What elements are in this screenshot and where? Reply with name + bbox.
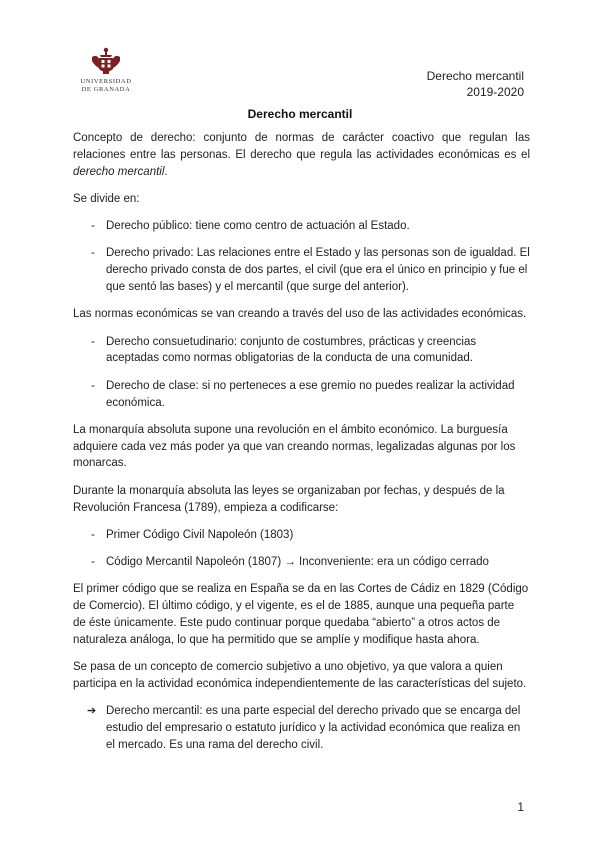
document-header	[427, 68, 524, 100]
list-item-text: Derecho mercantil: es una parte especial del derecho privado que se encarga del estudio del empresario o estatuto jurídico y la actividad económica que realiza en el mercado. Es una rama del derecho civil.	[106, 705, 521, 751]
page-number: 1	[517, 800, 524, 814]
list-item-text: Primer Código Civil Napoleón (1803)	[106, 528, 294, 541]
paragraph-normas: Las normas económicas se van creando a través del uso de las actividades económicas.	[73, 308, 527, 321]
dash-bullet: -	[91, 528, 95, 541]
paragraph-codificacion: Durante la monarquía absoluta las leyes se organizaban por fechas, y después de la Revolución Francesa (1789), empieza a codificarse:	[73, 484, 505, 514]
list-item	[73, 218, 530, 235]
university-logo	[76, 44, 136, 96]
logo-text-line-2: DE GRANADA	[81, 85, 131, 93]
page-title: Derecho mercantil	[247, 107, 353, 121]
list-item-text: Código Mercantil Napoleón (1807) → Inconveniente: era un código cerrado	[106, 556, 489, 569]
list-item-text: Derecho público: tiene como centro de actuación al Estado.	[106, 220, 410, 233]
list-item-text: Derecho privado: Las relaciones entre el Estado y las personas son de igualdad. El derecho privado consta de dos partes, el civil (que era el único en principio y fue el que sentó las bases) y el mercantil (que surge del anterior).	[106, 247, 530, 294]
list-item	[73, 527, 530, 544]
dash-bullet: -	[91, 220, 95, 233]
list-item	[73, 334, 530, 368]
list-definicion	[73, 703, 530, 753]
university-crest-icon	[89, 44, 123, 78]
emphasis-derecho-mercantil: derecho mercantil	[73, 165, 165, 178]
logo-text-line-1: UNIVERSIDAD	[80, 78, 132, 85]
paragraph-concepto-text: Concepto de derecho: conjunto de normas de carácter coactivo que regulan las relaciones entre las personas. El derecho que regula las actividades económicas es el	[73, 132, 530, 161]
paragraph-se-divide: Se divide en:	[73, 192, 140, 205]
paragraph-primer-codigo: El primer código que se realiza en España se da en las Cortes de Cádiz en 1829 (Código de Comercio). El último código, y el vigente, es el de 1885, aunque una pequeña parte de éste únicamente. Este pudo continuar porque quedaba “abierto” a otros actos de naturaleza análoga, lo que ha permitido que se amplíe y modifique hasta ahora.	[73, 583, 529, 646]
paragraph-concepto	[73, 130, 530, 180]
paragraph-monarquia: La monarquía absoluta supone una revolución en el ámbito económico. La burguesía adquiere cada vez más poder ya que van creando normas, legalizadas algunas por los monarcas.	[73, 423, 516, 470]
header-subject: Derecho mercantil	[426, 69, 524, 83]
list-codigos	[73, 527, 530, 571]
list-item	[73, 378, 530, 412]
list-item	[73, 554, 530, 571]
list-item-text: Derecho de clase: si no perteneces a ese gremio no puedes realizar la actividad económica.	[106, 379, 515, 409]
dash-bullet: -	[91, 379, 95, 392]
list-item	[73, 245, 530, 295]
header-year: 2019-2020	[466, 85, 524, 99]
list-divisiones	[73, 218, 530, 296]
dash-bullet: -	[91, 247, 95, 260]
paragraph-concepto-comercio: Se pasa de un concepto de comercio subjetivo a uno objetivo, ya que valora a quien participa en la actividad económica independientemente de las características del sujeto.	[73, 661, 527, 690]
dash-bullet: -	[91, 335, 95, 348]
arrow-right-icon: ➔	[87, 705, 97, 718]
dash-bullet: -	[91, 556, 95, 569]
list-item	[73, 703, 530, 753]
document-body	[73, 130, 530, 764]
paragraph-concepto-end: .	[164, 165, 168, 178]
list-item-text: Derecho consuetudinario: conjunto de costumbres, prácticas y creencias aceptadas como normas obligatorias de la conducta de una comunidad.	[106, 335, 477, 365]
list-tipos-derecho	[73, 334, 530, 412]
